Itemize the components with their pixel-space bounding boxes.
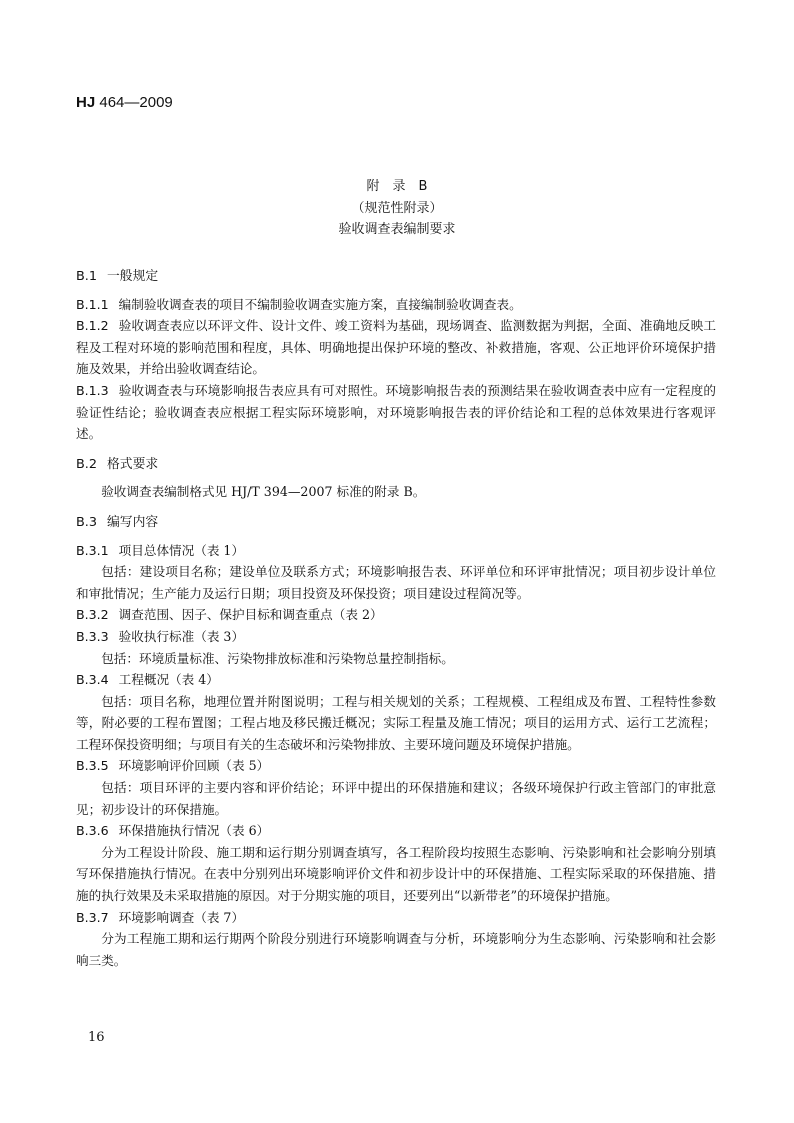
clause-b37-text: 分为工程施工期和运行期两个阶段分别进行环境影响调查与分析，环境影响分为生态影响、污染影响和社会影响三类。 — [76, 931, 716, 968]
section-heading-b1: B.1 一般规定 — [76, 269, 159, 284]
clause-b12: B.1.2 验收调查表应以环评文件、设计文件、竣工资料为基础，现场调查、监测数据为判据，全面、准确地反映工程及工程对环境的影响范围和程度，具体、明确地提出保护环境的整改、补救措施，客观、公正地评价环境保护措施及效果，并给出验收调查结论。 — [76, 318, 716, 377]
appendix-heading — [0, 176, 794, 241]
section-heading-b2: B.2 格式要求 — [76, 456, 159, 472]
clause-b37-title: B.3.7 环境影响调查（表 7） — [76, 909, 245, 925]
clause-b33-text: 包括：环境质量标准、污染物排放标准和污染物总量控制指标。 — [101, 650, 454, 666]
section-heading-b3: B.3 编写内容 — [76, 514, 159, 530]
clause-b34-title: B.3.4 工程概况（表 4） — [76, 672, 219, 688]
appendix-title: 验收调查表编制要求 — [338, 222, 456, 237]
standard-number: 464—2009 — [99, 94, 173, 111]
clause-b11: B.1.1 编制验收调查表的项目不编制验收调查实施方案，直接编制验收调查表。 — [76, 296, 522, 312]
clause-b33-title: B.3.3 验收执行标准（表 3） — [76, 628, 245, 644]
document-body — [76, 266, 716, 971]
clause-b35-text: 包括：项目环评的主要内容和评价结论；环评中提出的环保措施和建议；各级环境保护行政主管部门的审批意见；初步设计的环保措施。 — [76, 780, 716, 817]
appendix-label: 附 录 B — [366, 179, 428, 194]
clause-b31-title: B.3.1 项目总体情况（表 1） — [76, 542, 245, 558]
document-header — [76, 94, 173, 111]
appendix-type: （规范性附录） — [351, 200, 443, 216]
page-number: 16 — [88, 1030, 105, 1045]
clause-b34-text: 包括：项目名称，地理位置并附图说明；工程与相关规划的关系；工程规模、工程组成及布置、工程特性参数等，附必要的工程布置图；工程占地及移民搬迁概况；实际工程量及施工情况；项目的运用方式、运行工艺流程；工程环保投资明细；与项目有关的生态破坏和污染物排放、主要环境问题及环境保护措施。 — [76, 693, 716, 752]
clause-b32-title: B.3.2 调查范围、因子、保护目标和调查重点（表 2） — [76, 607, 383, 623]
clause-b36-text: 分为工程设计阶段、施工期和运行期分别调查填写，各工程阶段均按照生态影响、污染影响和社会影响分别填写环保措施执行情况。在表中分别列出环境影响评价文件和初步设计中的环保措施、工程实际采取的环保措施、措施的执行效果及未采取措施的原因。对于分期实施的项目，还要列出“以新带老”的环境保护措施。 — [76, 844, 716, 904]
clause-b36-title: B.3.6 环保措施执行情况（表 6） — [76, 823, 270, 839]
clause-b13: B.1.3 验收调查表与环境影响报告表应具有可对照性。环境影响报告表的预测结果在验收调查表中应有一定程度的验证性结论；验收调查表应根据工程实际环境影响，对环境影响报告表的评价结论和工程的总体效果进行客观评述。 — [76, 382, 716, 442]
clause-b35-title: B.3.5 环境影响评价回顾（表 5） — [76, 758, 270, 774]
clause-b2-text: 验收调查表编制格式见 HJ/T 394—2007 标准的附录 B。 — [101, 484, 426, 500]
clause-b31-text: 包括：建设项目名称；建设单位及联系方式；环境影响报告表、环评单位和环评审批情况；项目初步设计单位和审批情况；生产能力及运行日期；项目投资及环保投资；项目建设过程简况等。 — [76, 564, 716, 601]
standard-code: HJ — [76, 94, 96, 111]
